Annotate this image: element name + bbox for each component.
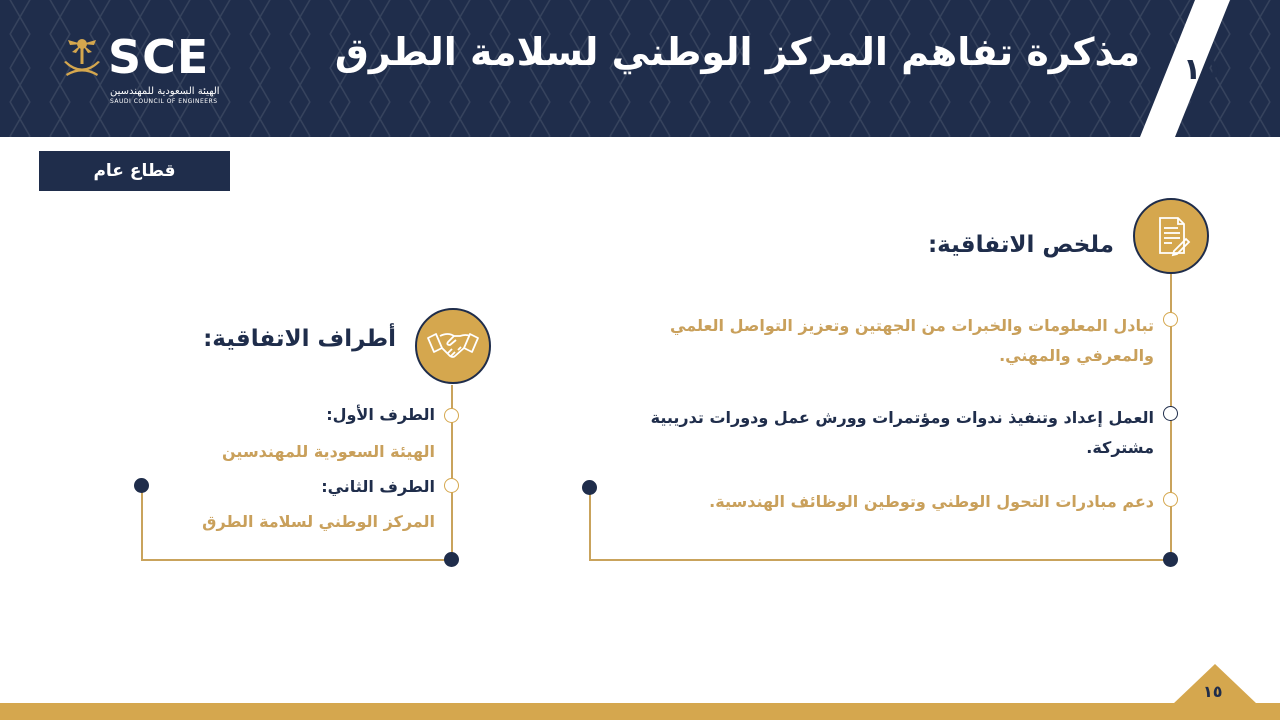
- summary-bottom-line: [589, 559, 1171, 561]
- sce-logo: [60, 30, 230, 106]
- logo-english: SAUDI COUNCIL OF ENGINEERS: [110, 98, 218, 105]
- footer-slide-number: ١٥: [1203, 682, 1223, 701]
- summary-item-1: تبادل المعلومات والخبرات من الجهتين وتعزيز التواصل العلمي والمعرفي والمهني.: [670, 316, 1154, 365]
- summary-left-dot: [582, 480, 597, 495]
- parties-left-line: [141, 487, 143, 560]
- parties-bullet-1: [444, 408, 459, 423]
- summary-item-2: العمل إعداد وتنفيذ ندوات ومؤتمرات وورش عمل ودورات تدريبية مشتركة.: [650, 408, 1154, 457]
- document-pen-icon: [1148, 213, 1194, 259]
- sector-label: قطاع عام: [39, 151, 230, 191]
- header-slide-number: ١٥: [1183, 52, 1220, 87]
- slide-title: مذكرة تفاهم المركز الوطني لسلامة الطرق: [334, 30, 1140, 74]
- parties-icon-circle: [415, 308, 491, 384]
- parties-bottom-line: [141, 559, 452, 561]
- summary-end-dot: [1163, 552, 1178, 567]
- summary-bullet-2: [1163, 406, 1178, 421]
- palm-swords-icon: [60, 36, 104, 84]
- first-party-value: الهيئة السعودية للمهندسين: [222, 442, 435, 461]
- second-party-label: الطرف الثاني:: [321, 477, 435, 496]
- logo-arabic: الهيئة السعودية للمهندسين: [110, 86, 220, 97]
- summary-icon-circle: [1133, 198, 1209, 274]
- summary-bullet-1: [1163, 312, 1178, 327]
- parties-title: أطراف الاتفاقية:: [203, 326, 396, 352]
- logo-text: SCE: [108, 30, 210, 84]
- handshake-icon: [426, 326, 480, 366]
- summary-title: ملخص الاتفاقية:: [927, 232, 1114, 258]
- parties-end-dot: [444, 552, 459, 567]
- footer-bar: [0, 703, 1280, 720]
- second-party-value: المركز الوطني لسلامة الطرق: [202, 512, 435, 531]
- parties-bullet-2: [444, 478, 459, 493]
- summary-bullet-3: [1163, 492, 1178, 507]
- summary-left-line: [589, 487, 591, 560]
- header-banner: [0, 0, 1280, 137]
- first-party-label: الطرف الأول:: [326, 405, 435, 424]
- parties-left-dot: [134, 478, 149, 493]
- summary-item-3: دعم مبادرات التحول الوطني وتوطين الوظائف الهندسية.: [709, 492, 1154, 511]
